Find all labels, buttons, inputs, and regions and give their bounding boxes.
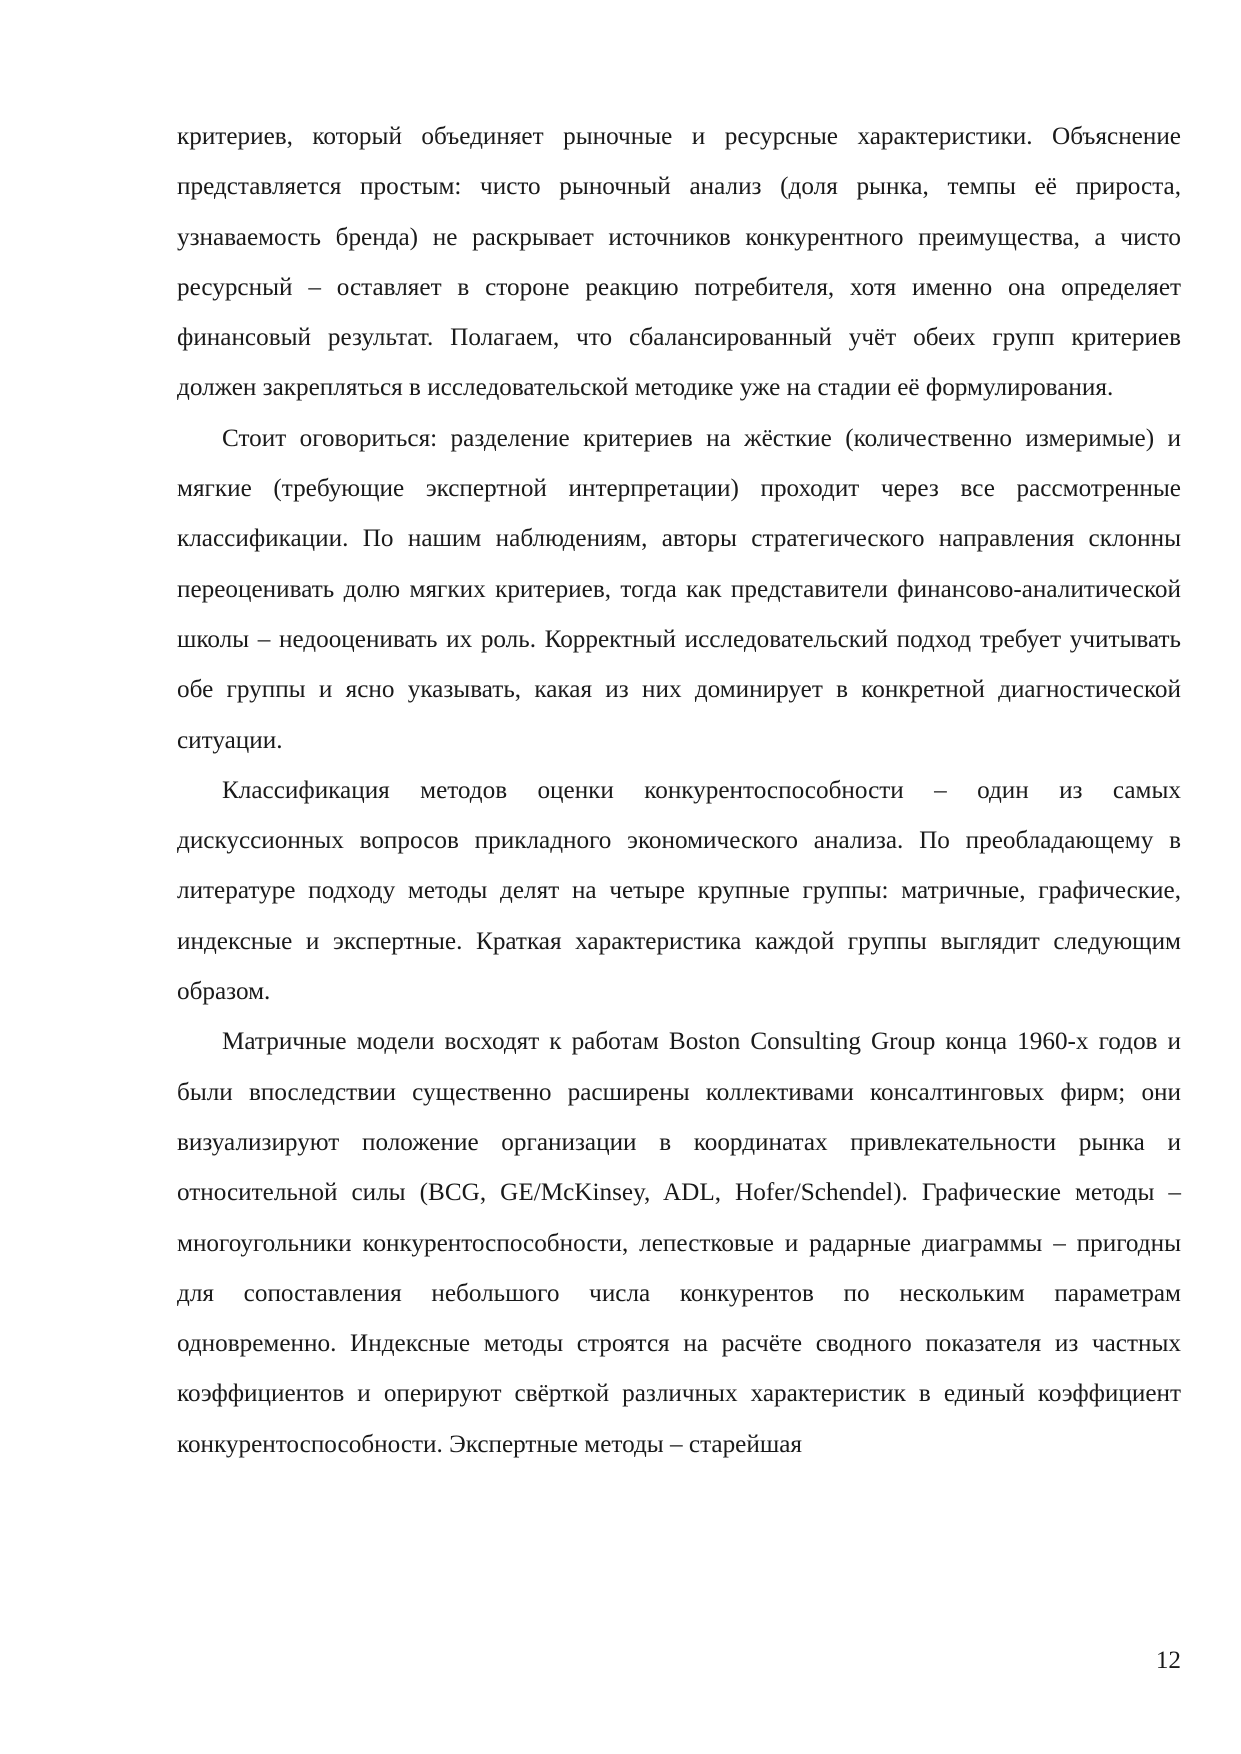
page-number: 12 bbox=[1155, 1647, 1181, 1674]
body-text bbox=[177, 112, 1181, 1470]
paragraph-3: Классификация методов оценки конкурентоспособности – один из самых дискуссионных вопросов прикладного экономического анализа. По преобладающему в литературе подходу методы делят на четыре крупные группы: матричные, графические, индексные и экспертные. Краткая характеристика каждой группы выглядит следующим образом. bbox=[177, 776, 1181, 1006]
paragraph-1: критериев, который объединяет рыночные и ресурсные характеристики. Объяснение представляется простым: чисто рыночный анализ (доля рынка, темпы её прироста, узнаваемость бренда) не раскрывает источников конкурентного преимущества, а чисто ресурсный – оставляет в стороне реакцию потребителя, хотя именно она определяет финансовый результат. Полагаем, что сбалансированный учёт обеих групп критериев должен закрепляться в исследовательской методике уже на стадии её формулирования. bbox=[177, 123, 1181, 402]
paragraph-4: Матричные модели восходят к работам Boston Consulting Group конца 1960-х годов и были впоследствии существенно расширены коллективами консалтинговых фирм; они визуализируют положение организации в координатах привлекательности рынка и относительной силы (BCG, GE/McKinsey, ADL, Hofer/Schendel). Графические методы – многоугольники конкурентоспособности, лепестковые и радарные диаграммы – пригодны для сопоставления небольшого числа конкурентов по нескольким параметрам одновременно. Индексные методы строятся на расчёте сводного показателя из частных коэффициентов и оперируют свёрткой различных характеристик в единый коэффициент конкурентоспособности. Экспертные методы – старейшая bbox=[177, 1028, 1181, 1458]
paragraph-2: Стоит оговориться: разделение критериев на жёсткие (количественно измеримые) и мягкие (требующие экспертной интерпретации) проходит через все рассмотренные классификации. По нашим наблюдениям, авторы стратегического направления склонны переоценивать долю мягких критериев, тогда как представители финансово-аналитической школы – недооценивать их роль. Корректный исследовательский подход требует учитывать обе группы и ясно указывать, какая из них доминирует в конкретной диагностической ситуации. bbox=[177, 424, 1181, 754]
